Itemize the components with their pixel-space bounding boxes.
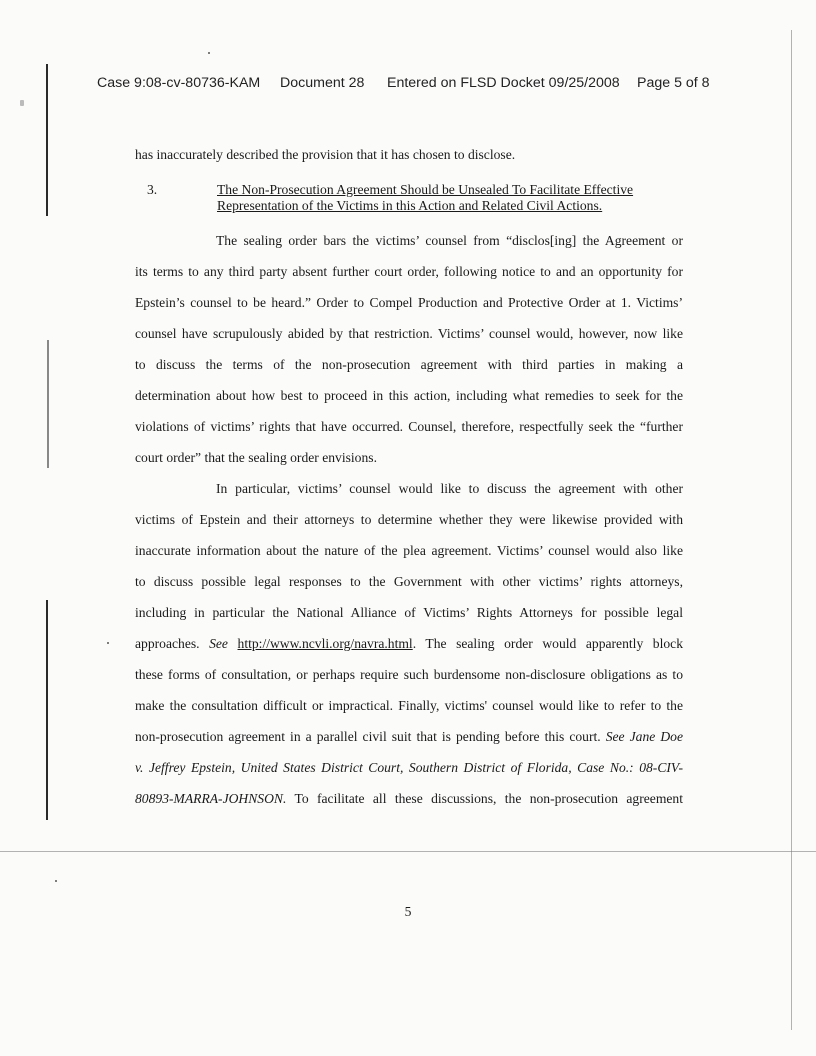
text-line: court order” that the sealing order envisions. (135, 450, 377, 465)
page-number: 5 (404, 904, 412, 919)
text-line: determination about how best to proceed in this action, including what remedies to seek for the (135, 388, 683, 403)
scan-speck (107, 642, 109, 644)
section-number: 3. (147, 182, 158, 197)
scan-speck (208, 52, 210, 54)
text-line: to discuss the terms of the non-prosecution agreement with third parties in making a (135, 357, 683, 372)
case-citation: v. Jeffrey Epstein, United States District Court, Southern District of Florida, Case No.: 08-CIV- (135, 760, 683, 775)
text-line: its terms to any third party absent further court order, following notice to and an opportunity for (135, 264, 683, 279)
case-citation: 80893-MARRA-JOHNSON. (135, 791, 287, 806)
text-line-with-link (135, 636, 683, 652)
text-line-with-citation (135, 729, 683, 745)
section-title-line: Representation of the Victims in this Action and Related Civil Actions. (217, 198, 603, 213)
text-line: victims of Epstein and their attorneys to determine whether they were likewise provided with (135, 512, 683, 527)
scan-margin-mark (47, 340, 49, 468)
text-line: make the consultation difficult or impractical. Finally, victims' counsel would like to refer to the (135, 698, 683, 713)
citation-signal: See (209, 636, 228, 651)
scan-horizontal-line (0, 851, 816, 852)
text-line-with-citation (135, 791, 683, 807)
header-page-count: Page 5 of 8 (637, 75, 710, 91)
scan-speck (20, 100, 24, 106)
scan-edge-line (791, 30, 792, 1030)
case-citation: See Jane Doe (605, 729, 683, 744)
text-line: these forms of consultation, or perhaps require such burdensome non-disclosure obligations as to (135, 667, 683, 682)
text-line: In particular, victims’ counsel would like to discuss the agreement with other (216, 481, 683, 496)
scan-margin-mark (46, 64, 48, 216)
text-run: non-prosecution agreement in a parallel civil suit that is pending before this court. (135, 729, 601, 744)
text-line: Epstein’s counsel to be heard.” Order to Compel Production and Protective Order at 1. Victims’ (135, 295, 683, 310)
text-line: counsel have scrupulously abided by that restriction. Victims’ counsel would, however, now like (135, 326, 683, 341)
text-line: The sealing order bars the victims’ counsel from “disclos[ing] the Agreement or (216, 233, 683, 248)
scan-speck (55, 880, 57, 882)
header-entered-date: Entered on FLSD Docket 09/25/2008 (387, 75, 620, 91)
section-title-line: The Non-Prosecution Agreement Should be Unsealed To Facilitate Effective (217, 182, 634, 197)
header-document-number: Document 28 (280, 75, 365, 91)
text-run: To facilitate all these discussions, the non-prosecution agreement (294, 791, 684, 806)
case-citation-line (135, 760, 683, 776)
text-line: has inaccurately described the provision that it has chosen to disclose. (135, 147, 516, 162)
header-case-number: Case 9:08-cv-80736-KAM (97, 75, 261, 91)
text-line: to discuss possible legal responses to the Government with other victims’ rights attorneys, (135, 574, 683, 589)
navra-link[interactable]: http://www.ncvli.org/navra.html (237, 636, 413, 651)
text-line: violations of victims’ rights that have occurred. Counsel, therefore, respectfully seek the “further (135, 419, 683, 434)
text-run: . The sealing order would apparently block (412, 636, 683, 651)
text-line: including in particular the National Alliance of Victims’ Rights Attorneys for possible legal (135, 605, 683, 620)
text-line: inaccurate information about the nature of the plea agreement. Victims’ counsel would also like (135, 543, 683, 558)
text-run: approaches. (135, 636, 200, 651)
scan-margin-mark (46, 600, 48, 820)
